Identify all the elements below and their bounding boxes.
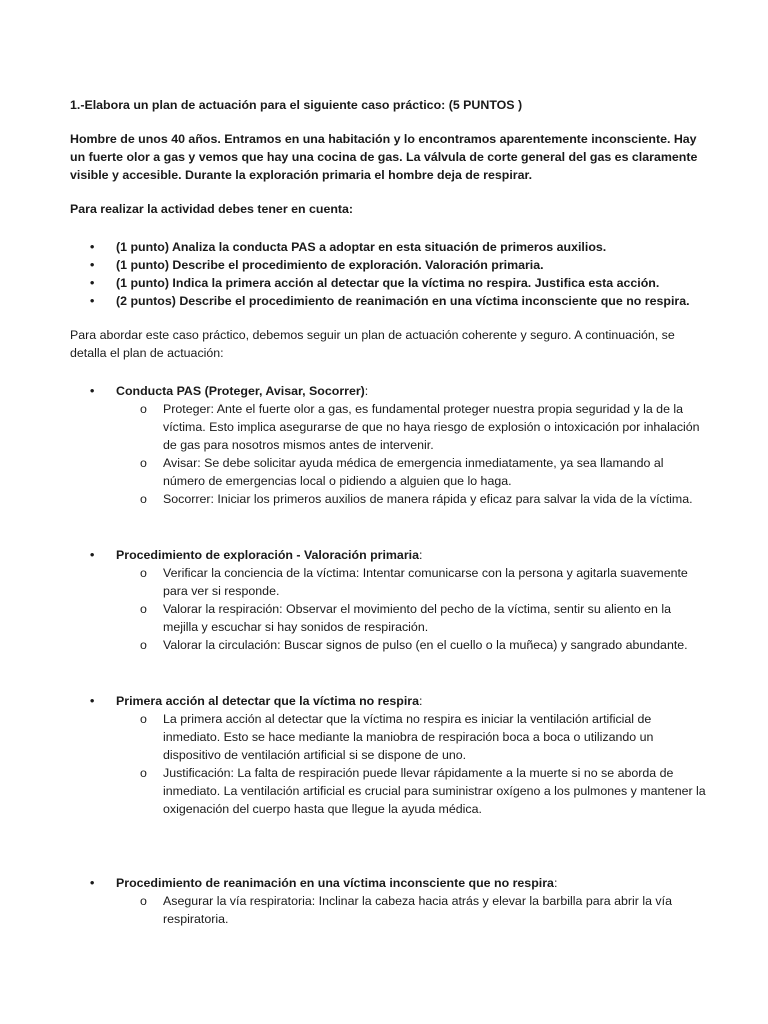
list-item: o Valorar la circulación: Buscar signos de pulso (en el cuello o la muñeca) y sangrado abundante.	[70, 636, 708, 654]
section-resuscitation-items	[70, 892, 708, 928]
list-item: o Justificación: La falta de respiración puede llevar rápidamente a la muerte si no se aborda de inmediato. La ventilación artificial es crucial para suministrar oxígeno a los pulmones y mantener la oxigenación del cuerpo hasta que llegue la ayuda médica.	[70, 764, 708, 818]
section-heading-colon: :	[419, 694, 423, 708]
section-heading-colon: :	[418, 548, 423, 562]
list-item: o Avisar: Se debe solicitar ayuda médica de emergencia inmediatamente, ya sea llamando al número de emergencias local o pidiendo a alguien que lo haga.	[70, 454, 708, 490]
list-item: o Valorar la respiración: Observar el movimiento del pecho de la víctima, sentir su aliento en la mejilla y escuchar si hay sonidos de respiración.	[70, 600, 708, 636]
section-heading-text: Conducta PAS (Proteger, Avisar, Socorrer)	[116, 384, 365, 398]
task-list	[70, 238, 708, 310]
list-item: o Socorrer: Iniciar los primeros auxilios de manera rápida y eficaz para salvar la vida de la víctima.	[70, 490, 708, 508]
section-heading-text: Procedimiento de reanimación en una víctima inconsciente que no respira	[116, 876, 554, 890]
list-item: o Asegurar la vía respiratoria: Inclinar la cabeza hacia atrás y elevar la barbilla para abrir la vía respiratoria.	[70, 892, 708, 928]
task-item: • (2 puntos) Describe el procedimiento de reanimación en una víctima inconsciente que no respira.	[70, 292, 708, 310]
section-exploration	[70, 546, 708, 564]
section-heading	[70, 692, 708, 710]
list-item: o La primera acción al detectar que la víctima no respira es iniciar la ventilación artificial de inmediato. Esto se hace mediante la maniobra de respiración boca a boca o utilizando un dispositivo de ventilación artificial si se dispone de uno.	[70, 710, 708, 764]
task-intro: Para realizar la actividad debes tener en cuenta:	[70, 202, 354, 216]
section-heading	[70, 546, 708, 564]
section-heading-text: Primera acción al detectar que la víctima no respira	[116, 694, 420, 708]
task-item: • (1 punto) Describe el procedimiento de exploración. Valoración primaria.	[70, 256, 708, 274]
list-item: o Proteger: Ante el fuerte olor a gas, es fundamental proteger nuestra propia seguridad y la de la víctima. Esto implica asegurarse de que no haya riesgo de explosión o intoxicación por inhalación de gas para nosotros mismos antes de intervenir.	[70, 400, 708, 454]
section-heading-colon: :	[553, 876, 558, 890]
section-pas-items	[70, 400, 708, 508]
section-resuscitation	[70, 874, 708, 892]
section-heading	[70, 874, 708, 892]
section-heading-text: Procedimiento de exploración - Valoración primaria	[116, 548, 419, 562]
section-exploration-items	[70, 564, 708, 654]
section-heading-colon: :	[364, 384, 369, 398]
section-first-action	[70, 692, 708, 710]
section-pas	[70, 382, 708, 400]
list-item: o Verificar la conciencia de la víctima: Intentar comunicarse con la persona y agitarla suavemente para ver si responde.	[70, 564, 708, 600]
case-description: Hombre de unos 40 años. Entramos en una habitación y lo encontramos aparentemente inconsciente. Hay un fuerte olor a gas y vemos que hay una cocina de gas. La válvula de corte general del gas es claramente visible y accesible. Durante la exploración primaria el hombre deja de respirar.	[70, 132, 698, 182]
task-item: • (1 punto) Indica la primera acción al detectar que la víctima no respira. Justifica esta acción.	[70, 274, 708, 292]
answer-intro: Para abordar este caso práctico, debemos seguir un plan de actuación coherente y seguro. A continuación, se detalla el plan de actuación:	[70, 328, 675, 360]
document-title: 1.-Elabora un plan de actuación para el siguiente caso práctico: (5 PUNTOS )	[70, 98, 523, 112]
task-item: • (1 punto) Analiza la conducta PAS a adoptar en esta situación de primeros auxilios.	[70, 238, 708, 256]
section-first-action-items	[70, 710, 708, 818]
section-heading	[70, 382, 708, 400]
